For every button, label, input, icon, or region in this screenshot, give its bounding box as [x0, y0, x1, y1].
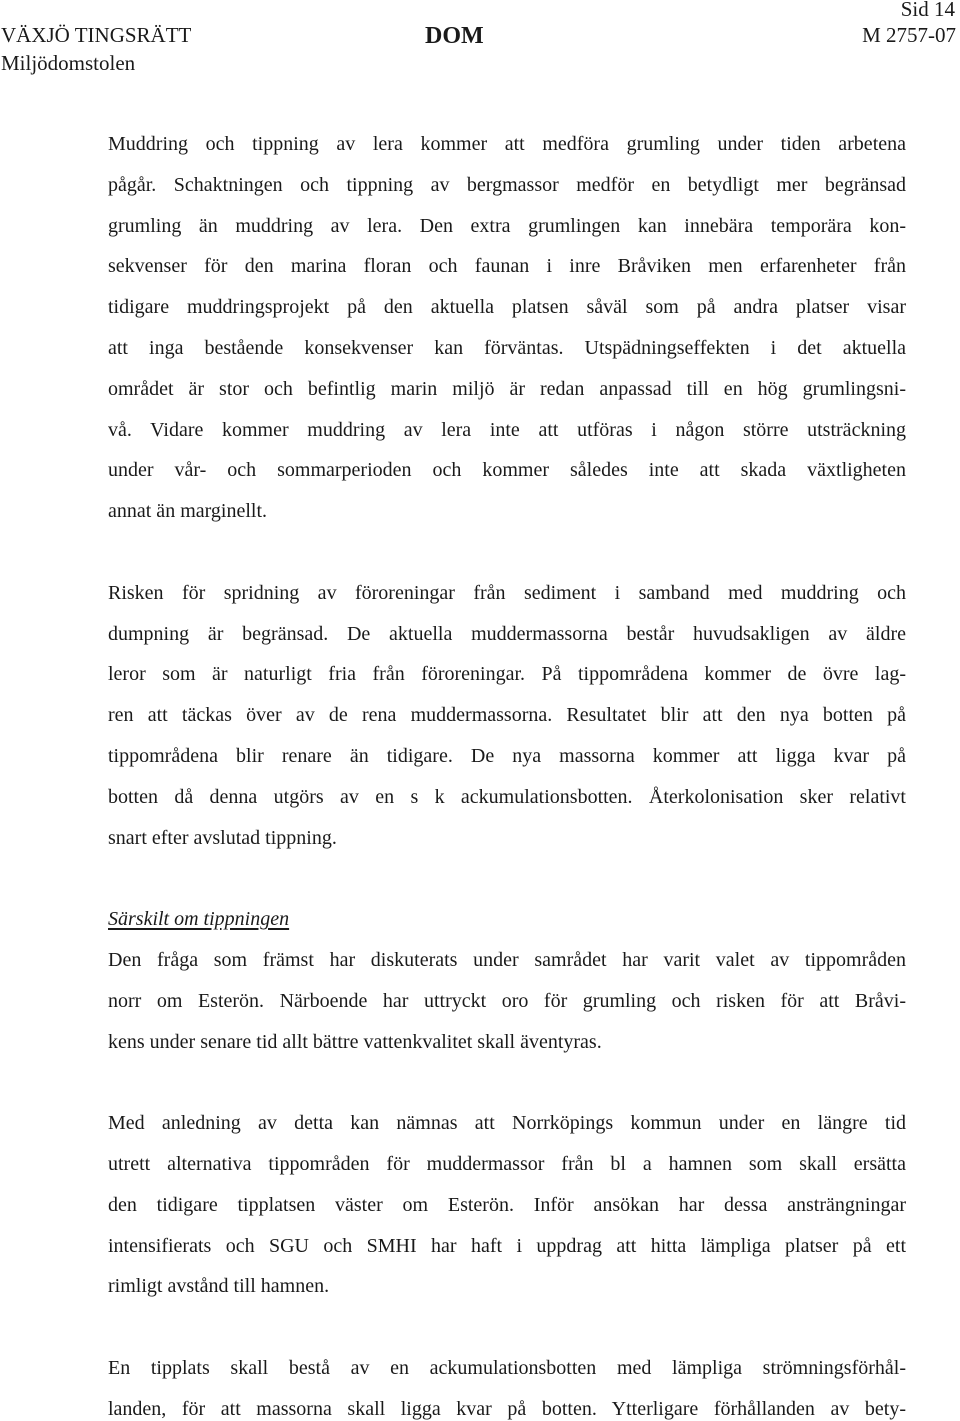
- text-line: området är stor och befintlig marin miljö är redan anpassad till en hög grumlingsni-: [108, 377, 906, 400]
- text-line: utrett alternativa tippområden för muddermassor från bl a hamnen som skall ersätta: [108, 1152, 906, 1175]
- department-name: Miljödomstolen: [1, 51, 136, 75]
- paragraph: [108, 1348, 906, 1421]
- document-body: [108, 124, 906, 1421]
- text-line: ren att täckas över av de rena muddermassorna. Resultatet blir att den nya botten på: [108, 704, 906, 727]
- text-line: Risken för spridning av föroreningar från sediment i samband med muddring och: [108, 581, 906, 604]
- document-type: DOM: [425, 23, 484, 49]
- page-number: Sid 14: [900, 0, 955, 21]
- text-line: norr om Esterön. Närboende har uttryckt oro för grumling och risken för att Bråvi-: [108, 989, 906, 1012]
- paragraph: [108, 124, 906, 532]
- text-line: kens under senare tid allt bättre vattenkvalitet skall äventyras.: [108, 1030, 602, 1053]
- text-line: den tidigare tipplatsen väster om Esterön. Inför ansökan har dessa ansträngningar: [108, 1193, 906, 1216]
- text-line: grumling än muddring av lera. Den extra grumlingen kan innebära temporära kon-: [108, 214, 906, 237]
- text-line: vå. Vidare kommer muddring av lera inte att utföras i någon större utsträckning: [108, 418, 906, 441]
- text-line: rimligt avstånd till hamnen.: [108, 1275, 330, 1298]
- text-line: En tipplats skall bestå av en ackumulationsbotten med lämpliga strömningsförhål-: [108, 1356, 906, 1379]
- paragraph: [108, 573, 906, 859]
- paragraph: [108, 1103, 906, 1307]
- text-line: tidigare muddringsprojekt på den aktuella platsen såväl som på andra platser visar: [108, 296, 906, 319]
- page-header: [0, 0, 960, 80]
- text-line: pågår. Schaktningen och tippning av bergmassor medför en betydligt mer begränsad: [108, 173, 906, 196]
- section-heading: Särskilt om tippningen: [108, 908, 290, 931]
- text-line: att inga bestående konsekvenser kan förväntas. Utspädningseffekten i det aktuella: [108, 336, 906, 359]
- case-number: M 2757-07: [862, 23, 956, 47]
- court-name: VÄXJÖ TINGSRÄTT: [1, 23, 192, 47]
- text-line: annat än marginellt.: [108, 500, 268, 523]
- text-line: botten då denna utgörs av en s k ackumulationsbotten. Återkolonisation sker relativt: [108, 785, 906, 808]
- text-line: Muddring och tippning av lera kommer att medföra grumling under tiden arbetena: [108, 133, 906, 155]
- text-line: landen, för att massorna skall ligga kvar på botten. Ytterligare förhållanden av bety-: [108, 1397, 906, 1420]
- text-line: intensifierats och SGU och SMHI har haft i uppdrag att hitta lämpliga platser på ett: [108, 1234, 906, 1257]
- paragraph: [108, 899, 906, 1062]
- text-line: snart efter avslutad tippning.: [108, 826, 337, 849]
- text-line: dumpning är begränsad. De aktuella muddermassorna består huvudsakligen av äldre: [108, 622, 906, 645]
- text-line: sekvenser för den marina floran och faunan i inre Bråviken men erfarenheter från: [108, 255, 906, 278]
- text-line: Med anledning av detta kan nämnas att Norrköpings kommun under en längre tid: [108, 1112, 906, 1135]
- text-line: tippområdena blir renare än tidigare. De nya massorna kommer att ligga kvar på: [108, 744, 906, 767]
- text-line: under vår- och sommarperioden och kommer således inte att skada växtligheten: [108, 459, 906, 482]
- text-line: leror som är naturligt fria från föroreningar. På tippområdena kommer de övre lag-: [108, 663, 906, 686]
- text-line: Den fråga som främst har diskuterats under samrådet har varit valet av tippområden: [108, 948, 906, 971]
